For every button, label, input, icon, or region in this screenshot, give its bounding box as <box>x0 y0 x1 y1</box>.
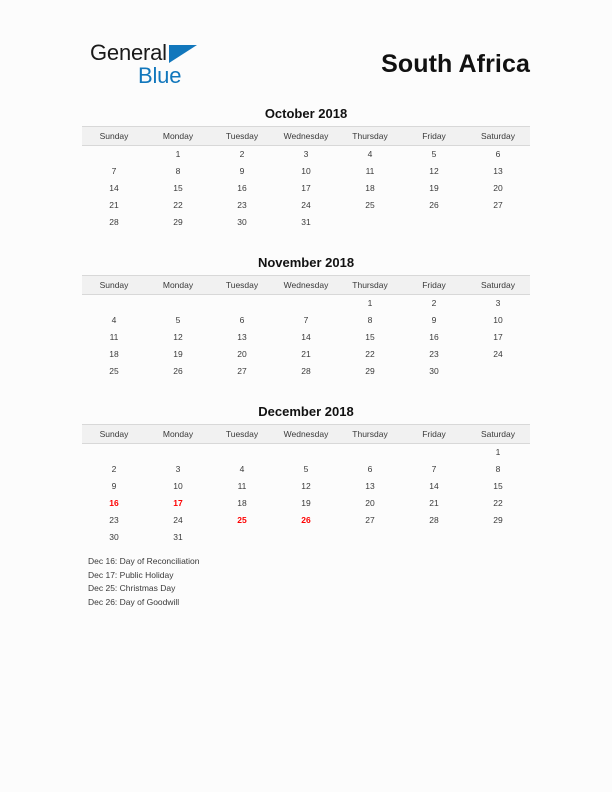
day-cell[interactable]: 10 <box>493 315 503 325</box>
day-cell[interactable]: 28 <box>301 366 311 376</box>
day-cell-empty <box>466 214 530 231</box>
day-cell[interactable]: 6 <box>367 464 373 474</box>
weekday-header-friday: Friday <box>402 276 466 295</box>
table-row <box>82 512 530 529</box>
calendar-body <box>82 444 530 547</box>
day-cell[interactable]: 2 <box>111 464 117 474</box>
holiday-note-item: Dec 26: Day of Goodwill <box>88 596 180 607</box>
day-cell[interactable]: 18 <box>109 349 119 359</box>
month-block-october <box>82 104 530 231</box>
weekday-header-thursday: Thursday <box>338 425 402 444</box>
page-title: South Africa <box>381 50 530 78</box>
day-cell[interactable]: 18 <box>365 183 375 193</box>
day-cell[interactable]: 1 <box>367 298 373 308</box>
day-cell[interactable]: 3 <box>495 298 501 308</box>
table-row <box>82 478 530 495</box>
table-row <box>82 146 530 164</box>
day-cell-empty <box>402 444 466 462</box>
weekday-header-row <box>82 127 530 146</box>
day-cell[interactable]: 27 <box>237 366 247 376</box>
day-cell[interactable]: 31 <box>301 217 311 227</box>
month-title: October 2018 <box>264 106 348 121</box>
day-cell[interactable]: 29 <box>493 515 503 525</box>
weekday-header-monday: Monday <box>146 425 210 444</box>
day-cell[interactable]: 3 <box>303 149 309 159</box>
day-cell[interactable]: 27 <box>365 515 375 525</box>
day-cell[interactable]: 19 <box>429 183 439 193</box>
page-header <box>0 34 612 92</box>
table-row <box>82 495 530 512</box>
day-cell[interactable]: 19 <box>173 349 183 359</box>
weekday-header-thursday: Thursday <box>338 276 402 295</box>
holiday-note-item: Dec 16: Day of Reconciliation <box>88 556 200 566</box>
weekday-header-friday: Friday <box>402 425 466 444</box>
day-cell[interactable]: 8 <box>495 464 501 474</box>
day-cell[interactable]: 9 <box>111 481 117 491</box>
table-row <box>82 163 530 180</box>
general-blue-logo <box>90 40 280 92</box>
weekday-header-monday: Monday <box>146 127 210 146</box>
weekday-header-wednesday: Wednesday <box>274 127 338 146</box>
day-cell[interactable]: 11 <box>237 481 247 491</box>
weekday-header-sunday: Sunday <box>82 425 146 444</box>
day-cell[interactable]: 8 <box>367 315 373 325</box>
weekday-header-tuesday: Tuesday <box>210 425 274 444</box>
weekday-header-monday: Monday <box>146 276 210 295</box>
logo-text-row <box>90 40 280 66</box>
day-cell[interactable]: 5 <box>175 315 181 325</box>
weekday-header-thursday: Thursday <box>338 127 402 146</box>
day-cell[interactable]: 12 <box>301 481 311 491</box>
day-cell[interactable]: 15 <box>493 481 503 491</box>
day-cell-empty <box>274 529 338 546</box>
day-cell[interactable]: 23 <box>109 515 119 525</box>
day-cell[interactable]: 8 <box>175 166 181 176</box>
holiday-note-item: Dec 17: Public Holiday <box>88 569 174 580</box>
table-row <box>82 276 530 295</box>
weekday-header-saturday: Saturday <box>466 425 530 444</box>
blue-triangle-icon <box>169 45 197 63</box>
day-cell-holiday[interactable]: 26 <box>301 515 311 525</box>
day-cell[interactable]: 14 <box>301 332 311 342</box>
table-row <box>82 529 530 546</box>
day-cell[interactable]: 25 <box>109 366 119 376</box>
day-cell[interactable]: 27 <box>493 200 503 210</box>
table-row <box>82 461 530 478</box>
day-cell[interactable]: 1 <box>175 149 181 159</box>
day-cell[interactable]: 17 <box>493 332 503 342</box>
day-cell[interactable]: 5 <box>431 149 437 159</box>
day-cell[interactable]: 12 <box>429 166 439 176</box>
day-cell[interactable]: 24 <box>493 349 503 359</box>
day-cell[interactable]: 30 <box>429 366 439 376</box>
month-block-december <box>82 402 530 546</box>
day-cell[interactable]: 30 <box>237 217 247 227</box>
calendar-body <box>82 146 530 232</box>
day-cell[interactable]: 30 <box>109 532 119 542</box>
calendar-table-december <box>82 424 530 546</box>
day-cell-empty <box>402 214 466 231</box>
day-cell[interactable]: 13 <box>365 481 375 491</box>
day-cell[interactable]: 5 <box>303 464 309 474</box>
logo-word-general: General <box>90 40 167 65</box>
day-cell-holiday[interactable]: 17 <box>173 498 183 508</box>
day-cell[interactable]: 18 <box>237 498 247 508</box>
day-cell[interactable]: 22 <box>173 200 183 210</box>
calendar-table-november <box>82 275 530 380</box>
weekday-header-tuesday: Tuesday <box>210 127 274 146</box>
table-row <box>82 346 530 363</box>
weekday-header-row <box>82 425 530 444</box>
day-cell[interactable]: 13 <box>237 332 247 342</box>
day-cell[interactable]: 11 <box>109 332 119 342</box>
day-cell-empty <box>210 295 274 313</box>
day-cell-empty <box>82 146 146 164</box>
day-cell[interactable]: 13 <box>493 166 503 176</box>
table-row <box>82 180 530 197</box>
day-cell[interactable]: 9 <box>431 315 437 325</box>
logo-word-blue: Blue <box>138 63 182 88</box>
day-cell[interactable]: 29 <box>173 217 183 227</box>
day-cell-empty <box>82 444 146 462</box>
day-cell[interactable]: 21 <box>109 200 119 210</box>
table-row <box>82 363 530 380</box>
day-cell[interactable]: 26 <box>429 200 439 210</box>
day-cell[interactable]: 16 <box>237 183 247 193</box>
day-cell[interactable]: 2 <box>239 149 245 159</box>
day-cell[interactable]: 28 <box>109 217 119 227</box>
day-cell[interactable]: 7 <box>111 166 117 176</box>
day-cell[interactable]: 10 <box>301 166 311 176</box>
day-cell[interactable]: 22 <box>493 498 503 508</box>
day-cell-empty <box>338 214 402 231</box>
day-cell[interactable]: 1 <box>495 447 501 457</box>
day-cell[interactable]: 6 <box>495 149 501 159</box>
table-row <box>82 197 530 214</box>
day-cell[interactable]: 17 <box>301 183 311 193</box>
table-row <box>82 295 530 313</box>
table-row <box>82 425 530 444</box>
day-cell[interactable]: 22 <box>365 349 375 359</box>
day-cell[interactable]: 20 <box>365 498 375 508</box>
day-cell[interactable]: 12 <box>173 332 183 342</box>
day-cell[interactable]: 4 <box>367 149 373 159</box>
day-cell[interactable]: 3 <box>175 464 181 474</box>
day-cell-empty <box>338 529 402 546</box>
day-cell[interactable]: 25 <box>365 200 375 210</box>
day-cell[interactable]: 14 <box>429 481 439 491</box>
day-cell[interactable]: 7 <box>303 315 309 325</box>
day-cell[interactable]: 2 <box>431 298 437 308</box>
day-cell[interactable]: 23 <box>429 349 439 359</box>
day-cell-empty <box>274 444 338 462</box>
day-cell[interactable]: 24 <box>173 515 183 525</box>
day-cell[interactable]: 4 <box>111 315 117 325</box>
calendar-table-october <box>82 126 530 231</box>
weekday-header-row <box>82 276 530 295</box>
day-cell-holiday[interactable]: 16 <box>109 498 119 508</box>
month-title: November 2018 <box>257 255 355 270</box>
day-cell[interactable]: 20 <box>493 183 503 193</box>
day-cell-holiday[interactable]: 25 <box>237 515 247 525</box>
day-cell[interactable]: 24 <box>301 200 311 210</box>
day-cell[interactable]: 16 <box>429 332 439 342</box>
day-cell[interactable]: 4 <box>239 464 245 474</box>
day-cell-empty <box>402 529 466 546</box>
day-cell-empty <box>466 529 530 546</box>
month-block-november <box>82 253 530 380</box>
day-cell[interactable]: 23 <box>237 200 247 210</box>
day-cell[interactable]: 15 <box>173 183 183 193</box>
day-cell[interactable]: 20 <box>237 349 247 359</box>
table-row <box>82 312 530 329</box>
day-cell[interactable]: 21 <box>429 498 439 508</box>
day-cell[interactable]: 14 <box>109 183 119 193</box>
day-cell[interactable]: 10 <box>173 481 183 491</box>
weekday-header-sunday: Sunday <box>82 276 146 295</box>
day-cell-empty <box>146 295 210 313</box>
day-cell[interactable]: 29 <box>365 366 375 376</box>
weekday-header-wednesday: Wednesday <box>274 276 338 295</box>
day-cell[interactable]: 26 <box>173 366 183 376</box>
day-cell-empty <box>274 295 338 313</box>
table-row <box>82 214 530 231</box>
day-cell[interactable]: 6 <box>239 315 245 325</box>
day-cell-empty <box>338 444 402 462</box>
calendar-body <box>82 295 530 381</box>
day-cell[interactable]: 31 <box>173 532 183 542</box>
table-row <box>82 127 530 146</box>
day-cell[interactable]: 15 <box>365 332 375 342</box>
weekday-header-saturday: Saturday <box>466 127 530 146</box>
month-title: December 2018 <box>258 404 354 419</box>
day-cell-empty <box>210 529 274 546</box>
table-row <box>82 329 530 346</box>
day-cell[interactable]: 21 <box>301 349 311 359</box>
holiday-note-item: Dec 25: Christmas Day <box>88 583 176 593</box>
day-cell[interactable]: 7 <box>431 464 437 474</box>
weekday-header-friday: Friday <box>402 127 466 146</box>
day-cell[interactable]: 28 <box>429 515 439 525</box>
holiday-notes-list <box>88 555 408 609</box>
day-cell-empty <box>466 363 530 380</box>
day-cell[interactable]: 19 <box>301 498 311 508</box>
day-cell-empty <box>210 444 274 462</box>
day-cell-empty <box>82 295 146 313</box>
day-cell[interactable]: 11 <box>365 166 375 176</box>
weekday-header-tuesday: Tuesday <box>210 276 274 295</box>
day-cell-empty <box>146 444 210 462</box>
weekday-header-sunday: Sunday <box>82 127 146 146</box>
weekday-header-wednesday: Wednesday <box>274 425 338 444</box>
table-row <box>82 444 530 462</box>
day-cell[interactable]: 9 <box>239 166 245 176</box>
weekday-header-saturday: Saturday <box>466 276 530 295</box>
